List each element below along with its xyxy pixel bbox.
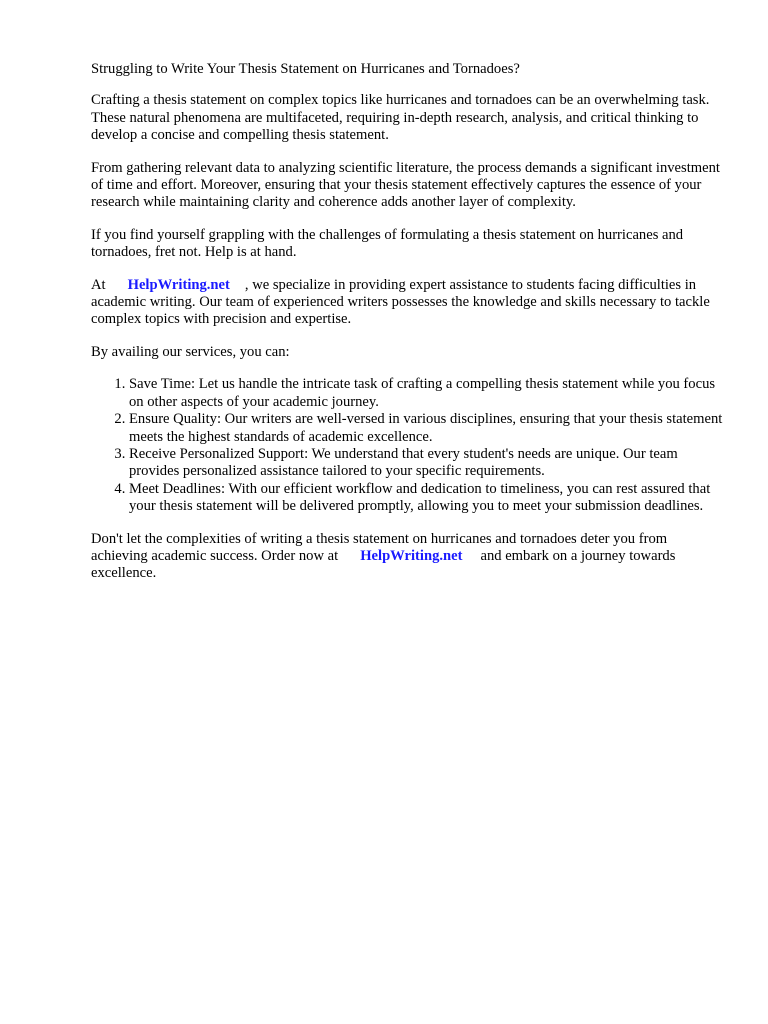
paragraph-help: If you find yourself grappling with the challenges of formulating a thesis statement on hurricanes and tornadoes, fret not. Help is at hand. (91, 226, 684, 261)
paragraph-service-intro (91, 277, 723, 329)
paragraph-process: From gathering relevant data to analyzing scientific literature, the process demands a significant investment of time and effort. Moreover, ensuring that your thesis statement effectively captures the essence of your research while maintaining clarity and coherence adds another layer of complexity. (91, 159, 720, 211)
services-list (91, 376, 723, 515)
list-item: 4. Meet Deadlines: With our efficient workflow and dedication to timeliness, you can rest assured that your thesis statement will be delivered promptly, allowing you to meet your submission deadlines. (129, 481, 723, 516)
service-intro-suffix: , we specialize in providing expert assistance to students facing difficulties in academic writing. Our team of experienced writers possesses the knowledge and skills necessary to tackle complex topics with precision and expertise. (91, 276, 710, 328)
service-intro-prefix: At (91, 276, 106, 293)
closing-prefix: Don't let the complexities of writing a thesis statement on hurricanes and tornadoes deter you from achieving academic success. Order now at (91, 530, 668, 564)
document-title: Struggling to Write Your Thesis Statement on Hurricanes and Tornadoes? (91, 61, 520, 77)
list-item: 2. Ensure Quality: Our writers are well-versed in various disciplines, ensuring that your thesis statement meets the highest standards of academic excellence. (129, 411, 723, 446)
document-page (91, 61, 723, 598)
paragraph-closing (91, 531, 723, 583)
closing-suffix: and embark on a journey towards excellence. (91, 547, 676, 582)
list-item: 1. Save Time: Let us handle the intricate task of crafting a compelling thesis statement while you focus on other aspects of your academic journey. (129, 376, 723, 411)
helpwriting-link[interactable]: HelpWriting.net (360, 547, 463, 564)
paragraph-intro: Crafting a thesis statement on complex topics like hurricanes and tornadoes can be an overwhelming task. These natural phenomena are multifaceted, requiring in-depth research, analysis, and critical thinking to develop a concise and compelling thesis statement. (91, 92, 710, 144)
services-lead: By availing our services, you can: (91, 343, 290, 360)
helpwriting-link[interactable]: HelpWriting.net (127, 276, 230, 293)
list-item: 3. Receive Personalized Support: We understand that every student's needs are unique. Our team provides personalized assistance tailored to your specific requirements. (129, 446, 723, 481)
